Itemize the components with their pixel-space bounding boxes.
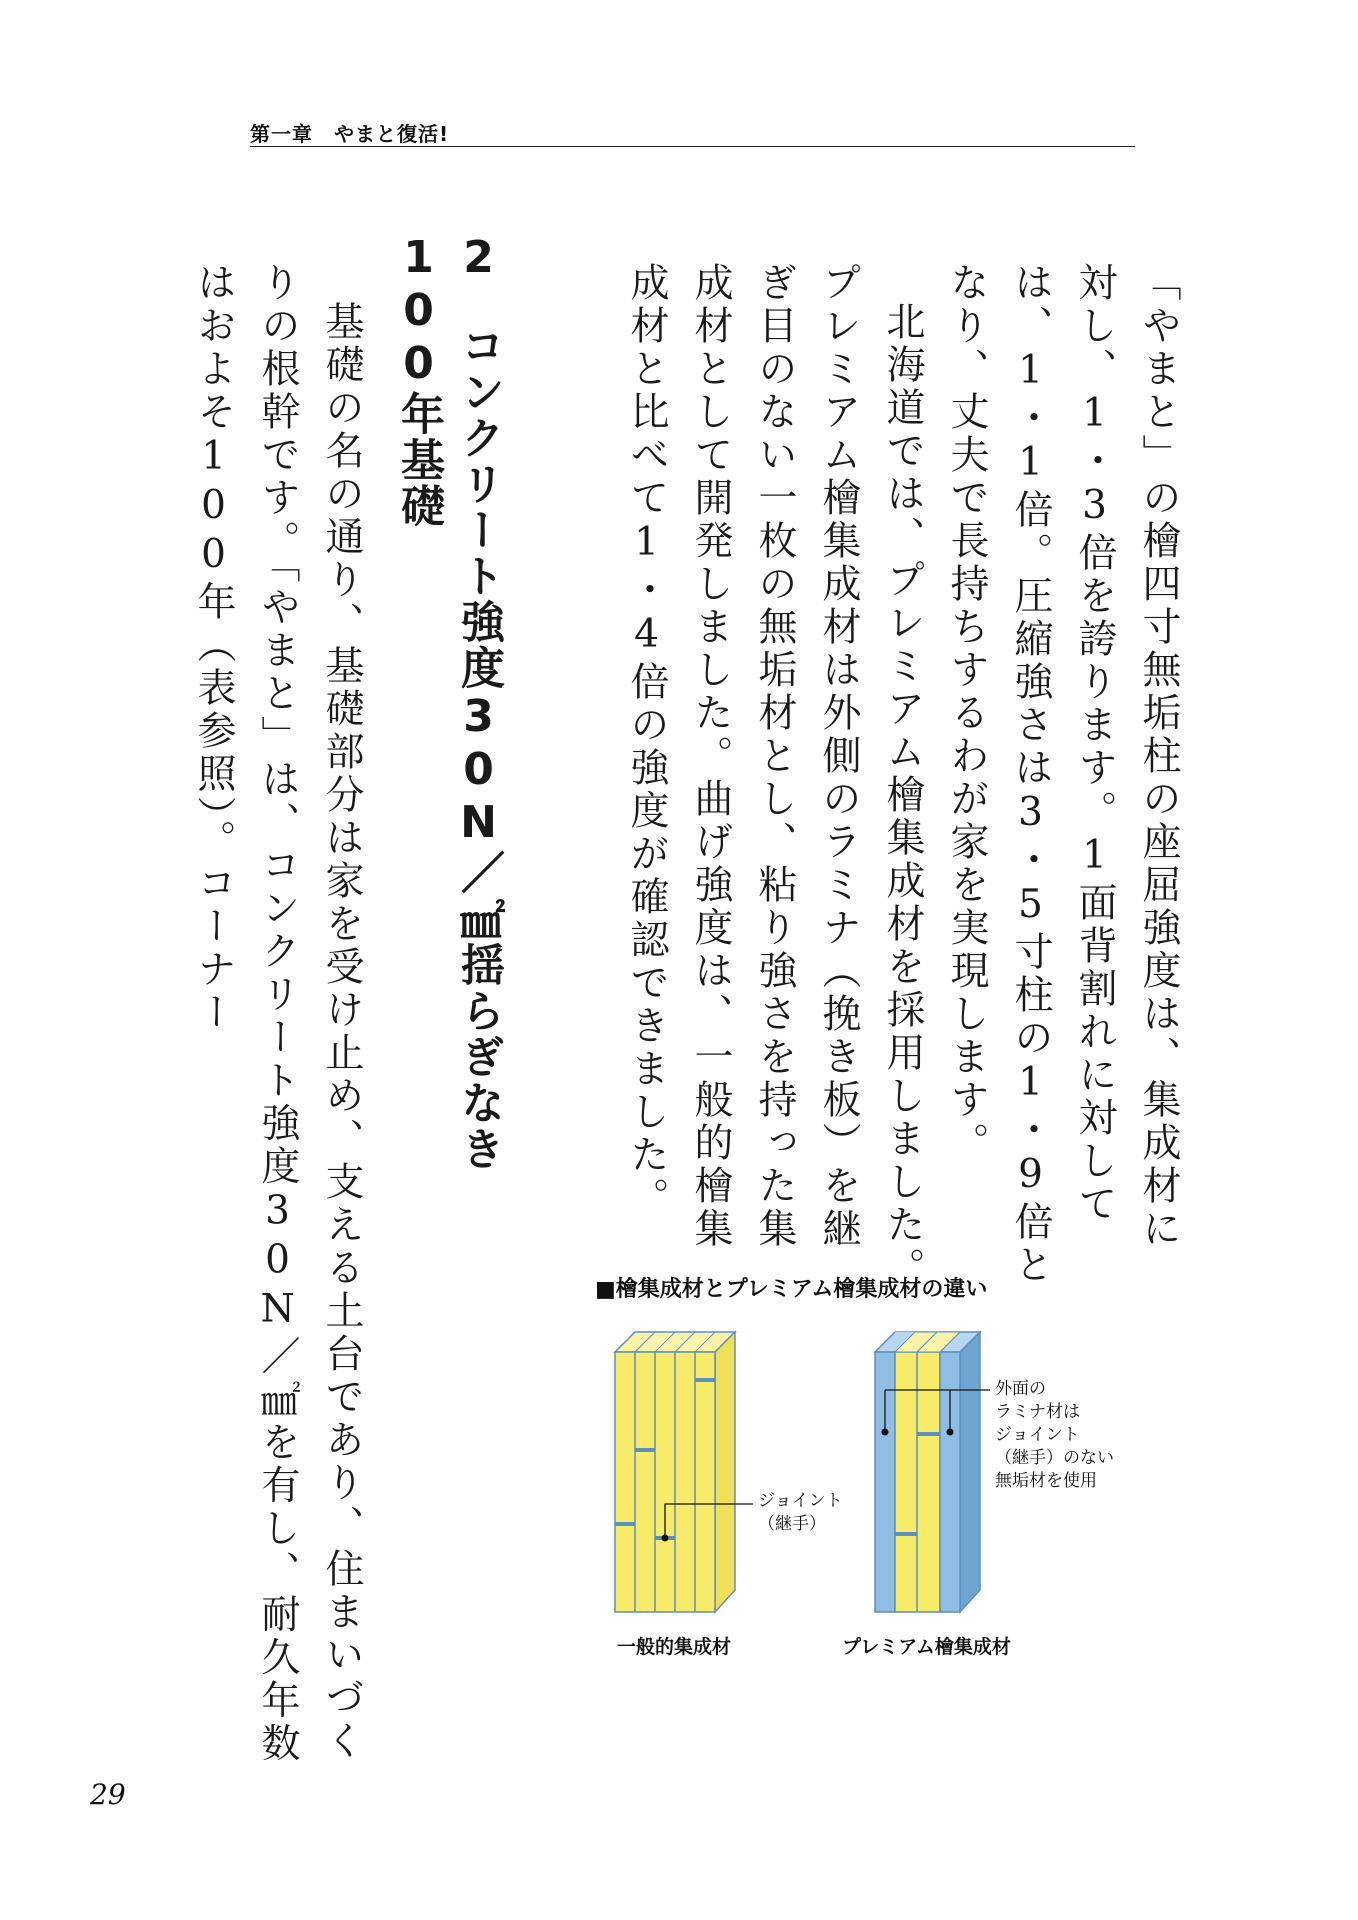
section-number: 2 <box>453 232 504 285</box>
block-side <box>715 1332 735 1612</box>
section-title: コンクリート強度30N／㎟揺らぎなき100年基礎 <box>393 232 504 1172</box>
paragraph: 「やまと」の檜四寸無垢柱の座屈強度は、集成材に対し、1・3倍を誇ります。1面背割れに対しては、1・1倍。圧縮強さは3・5寸柱の1・9倍となり、丈夫で長持ちするわが家を実現します。 <box>944 262 1181 1287</box>
header-rule <box>250 146 1135 147</box>
joint-label: ジョイント （継手） <box>758 1491 843 1534</box>
general-laminated-block <box>615 1332 753 1612</box>
joint-mark <box>635 1448 655 1452</box>
left-caption: 一般的集成材 <box>617 1636 732 1658</box>
right-caption: プレミアム檜集成材 <box>842 1636 1011 1658</box>
joint-mark <box>615 1522 635 1526</box>
paragraph: 基礎の名の通り、基礎部分は家を受け止め、支える土台であり、住まいづくりの根幹です。「やまと」は、コンクリート強度30N／㎟を有し、耐久年数はおよそ100年（表参照）。コーナー <box>191 262 364 1766</box>
joint-mark <box>895 1532 917 1536</box>
section-heading <box>388 232 508 1292</box>
page-number: 29 <box>90 1778 126 1811</box>
joint-mark <box>695 1378 715 1382</box>
upper-body-text <box>614 262 1190 1292</box>
figure-title: ■檜集成材とプレミアム檜集成材の違い <box>595 1277 988 1302</box>
premium-laminated-block <box>875 1332 990 1612</box>
lower-body-text <box>181 262 373 1802</box>
block-side <box>960 1332 980 1612</box>
laminated-timber-figure <box>595 1272 1165 1672</box>
running-head: 第一章 やまと復活! <box>250 122 450 146</box>
joint-mark <box>917 1432 940 1436</box>
block-front <box>615 1352 715 1612</box>
outer-lamina-label: 外面の ラミナ材は ジョイント （継手）のない 無垢材を使用 <box>995 1379 1114 1491</box>
paragraph: 北海道では、プレミアム檜集成材を採用しました。プレミアム檜集成材は外側のラミナ（挽き板）を継ぎ目のない一枚の無垢材とし、粘り強さを持った集成材として開発しました。曲げ強度は、一般的檜集成材と比べて1・4倍の強度が確認できました。 <box>624 262 925 1290</box>
